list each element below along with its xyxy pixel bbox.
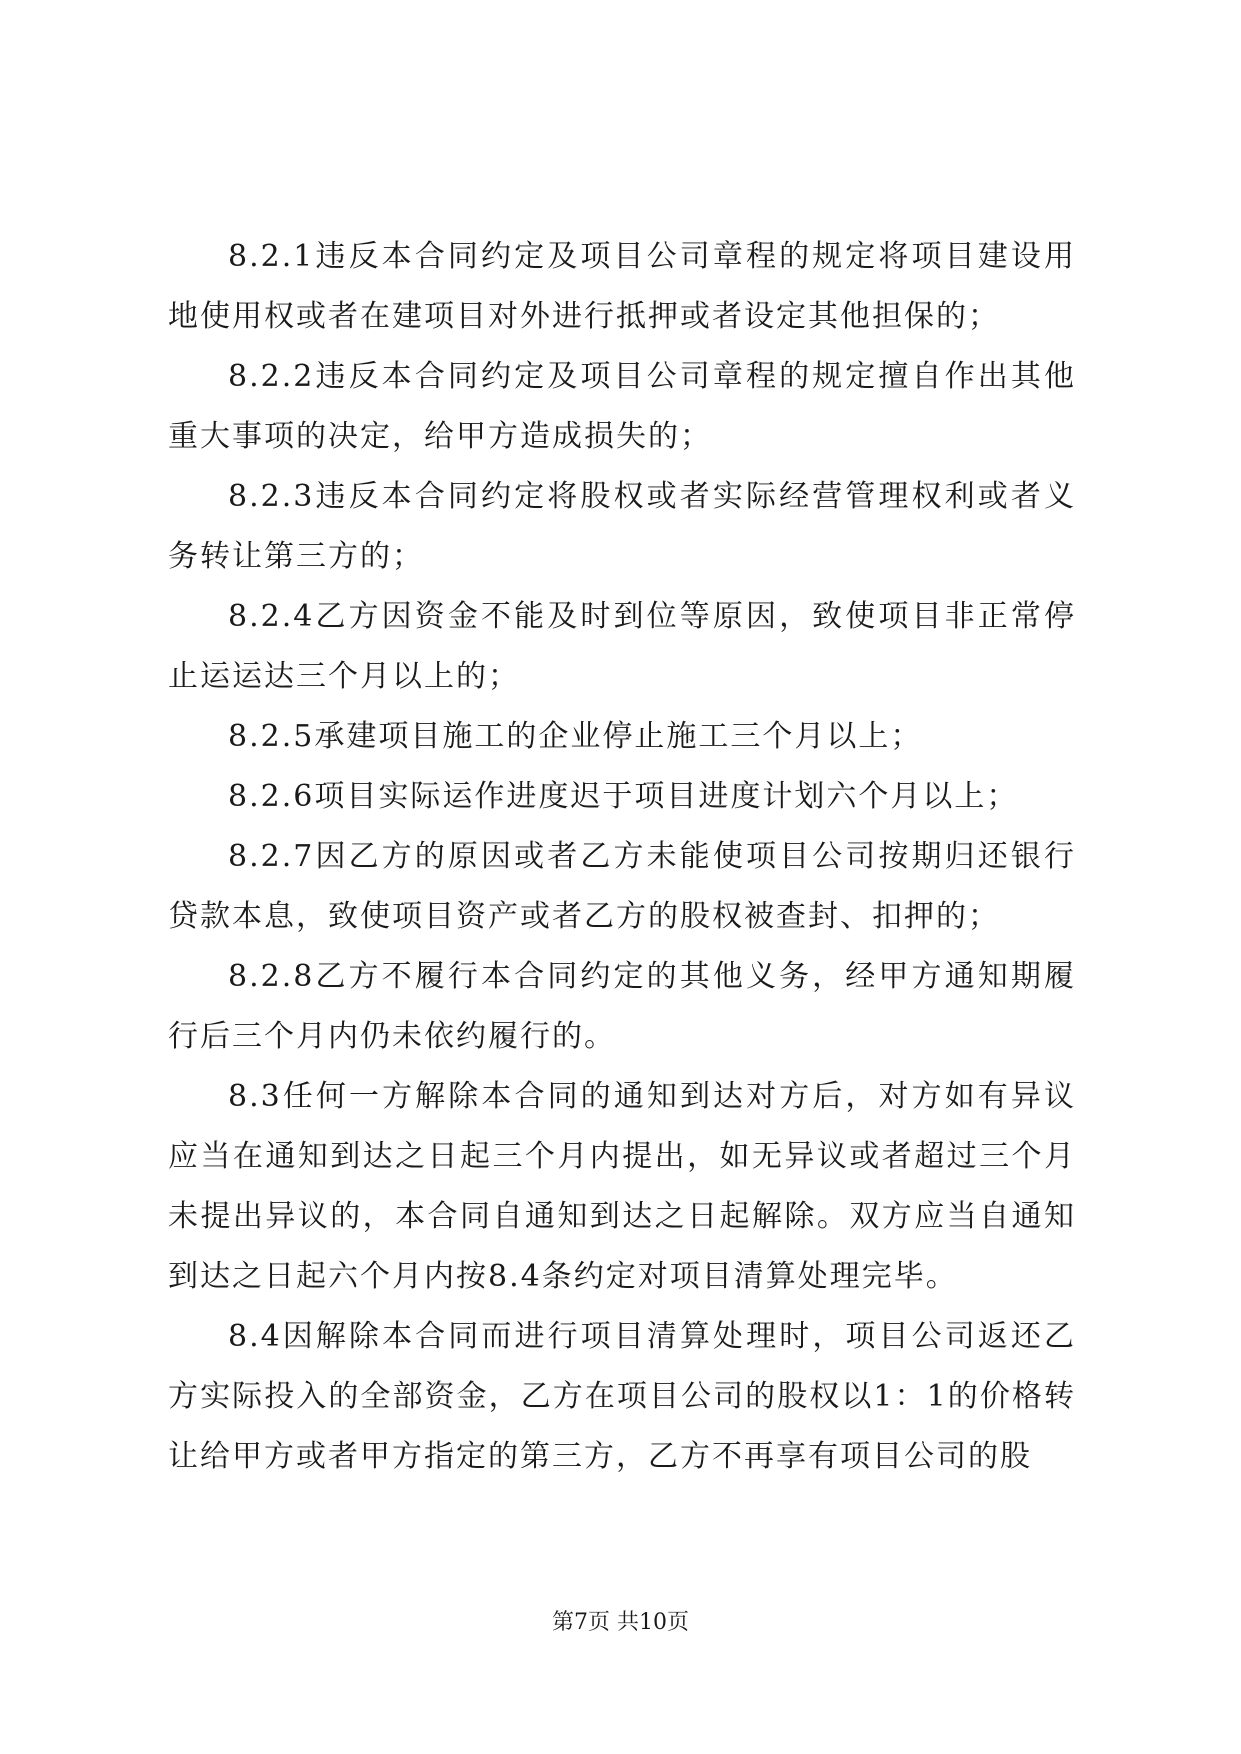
clause-8-3: 8.3任何一方解除本合同的通知到达对方后，对方如有异议应当在通知到达之日起三个月内提出，如无异议或者超过三个月未提出异议的，本合同自通知到达之日起解除。双方应当自通知到达之日起六个月内按8.4条约定对项目清算处理完毕。 — [168, 1079, 1076, 1294]
clause-8-2-7: 8.2.7因乙方的原因或者乙方未能使项目公司按期归还银行贷款本息，致使项目资产或者乙方的股权被查封、扣押的； — [168, 839, 1076, 934]
clause-8-2-2: 8.2.2违反本合同约定及项目公司章程的规定擅自作出其他重大事项的决定，给甲方造成损失的； — [168, 359, 1076, 454]
clause-8-2-5: 8.2.5承建项目施工的企业停止施工三个月以上； — [228, 719, 923, 754]
clause-8-2-1: 8.2.1违反本合同约定及项目公司章程的规定将项目建设用地使用权或者在建项目对外进行抵押或者设定其他担保的； — [168, 239, 1076, 334]
page-number-footer: 第7页 共10页 — [552, 1610, 689, 1635]
document-body — [168, 227, 1076, 1487]
clause-8-2-8: 8.2.8乙方不履行本合同约定的其他义务，经甲方通知期履行后三个月内仍未依约履行的。 — [168, 959, 1076, 1054]
clause-8-2-6: 8.2.6项目实际运作进度迟于项目进度计划六个月以上； — [228, 779, 1019, 814]
clause-8-2-4: 8.2.4乙方因资金不能及时到位等原因，致使项目非正常停止运运达三个月以上的； — [168, 599, 1076, 694]
clause-8-4: 8.4因解除本合同而进行项目清算处理时，项目公司返还乙方实际投入的全部资金，乙方在项目公司的股权以1：1的价格转让给甲方或者甲方指定的第三方，乙方不再享有项目公司的股 — [168, 1319, 1076, 1474]
clause-8-2-3: 8.2.3违反本合同约定将股权或者实际经营管理权利或者义务转让第三方的； — [168, 479, 1076, 574]
